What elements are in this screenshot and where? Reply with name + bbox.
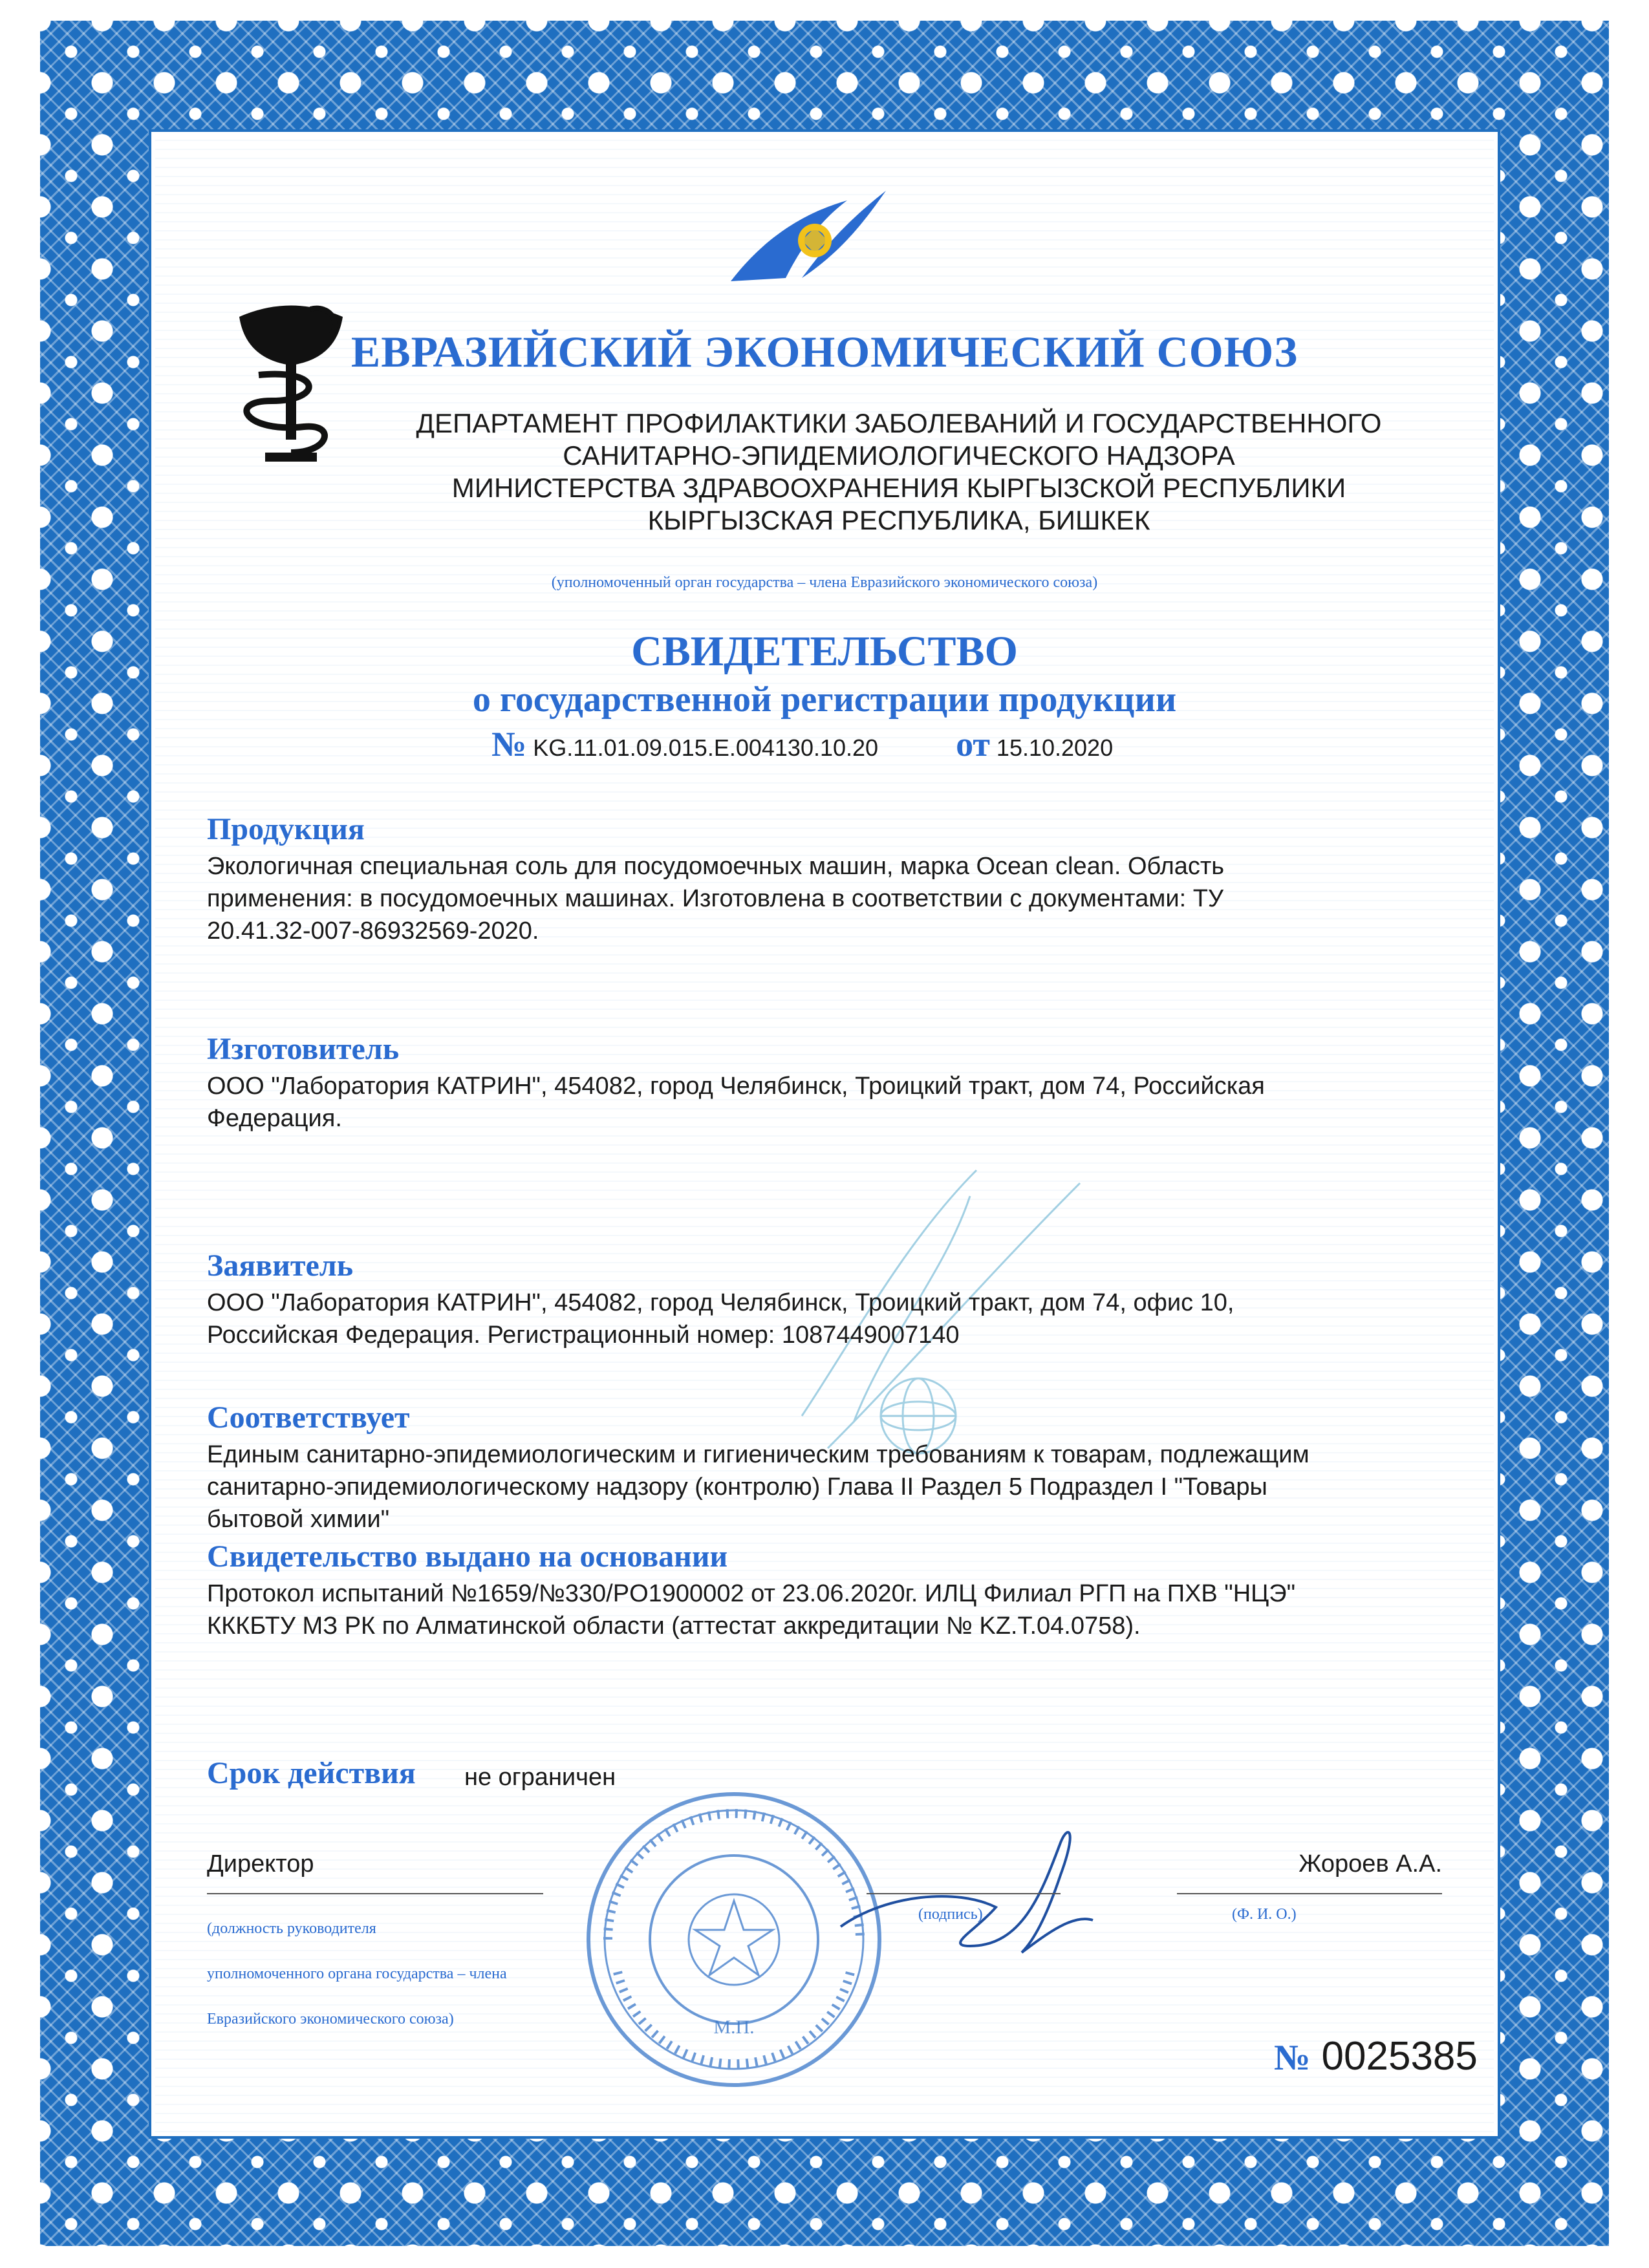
certificate-number: KG.11.01.09.015.E.004130.10.20	[533, 734, 879, 761]
stamp-label: М.П.	[713, 2017, 755, 2038]
position-note	[207, 1906, 507, 2042]
section-body-product	[207, 850, 1461, 947]
serial-value: 0025385	[1321, 2034, 1478, 2079]
department-name	[304, 407, 1494, 537]
text-line: санитарно-эпидемиологическому надзору (контролю) Глава II Раздел 5 Подраздел I "Товары	[207, 1473, 1267, 1501]
section-body-conformity	[207, 1439, 1461, 1535]
department-line: САНИТАРНО-ЭПИДЕМИОЛОГИЧЕСКОГО НАДЗОРА	[563, 440, 1235, 471]
text-line: применения: в посудомоечных машинах. Изготовлена в соответствии с документами: ТУ	[207, 885, 1224, 912]
signature-mark	[828, 1817, 1099, 1965]
section-body-basis	[207, 1578, 1461, 1642]
name-note: (Ф. И. О.)	[1232, 1906, 1297, 1923]
text-line: Протокол испытаний №1659/№330/PO1900002 от 23.06.2020г. ИЛЦ Филиал РГП на ПХВ "НЦЭ"	[207, 1580, 1296, 1607]
section-heading-validity: Срок действия	[207, 1756, 416, 1790]
section-heading-conformity: Соответствует	[207, 1400, 410, 1435]
text-line: Федерация.	[207, 1105, 342, 1132]
text-line: Единым санитарно-эпидемиологическим и гигиеническим требованиям к товарам, подлежащим	[207, 1441, 1310, 1468]
number-sign: №	[491, 725, 527, 764]
text-line: ООО "Лаборатория КАТРИН", 454082, город Челябинск, Троицкий тракт, дом 74, Российская	[207, 1073, 1265, 1100]
union-title: ЕВРАЗИЙСКИЙ ЭКОНОМИЧЕСКИЙ СОЮЗ	[350, 327, 1299, 376]
certificate-content	[155, 136, 1494, 2132]
signature-line	[867, 1893, 1061, 1894]
text-line: КККБТУ МЗ РК по Алматинской области (аттестат аккредитации № KZ.T.04.0758).	[207, 1612, 1141, 1640]
validity-value: не ограничен	[464, 1764, 616, 1791]
text-line: Экологичная специальная соль для посудомоечных машин, марка Ocean clean. Область	[207, 853, 1225, 880]
position-line	[207, 1893, 543, 1894]
section-body-applicant	[207, 1287, 1461, 1351]
certificate-number-row	[491, 724, 1113, 764]
note-line: Евразийского экономического союза)	[207, 2011, 454, 2027]
section-body-manufacturer	[207, 1070, 1461, 1135]
position-label: Директор	[207, 1850, 314, 1878]
certificate-date: 15.10.2020	[996, 734, 1114, 761]
from-word: от	[956, 725, 990, 764]
authority-note: (уполномоченный орган государства – члена Евразийского экономического союза)	[551, 574, 1098, 591]
eaeu-emblem-icon	[724, 187, 892, 284]
note-line: уполномоченного органа государства – члена	[207, 1965, 507, 1982]
text-line: ООО "Лаборатория КАТРИН", 454082, город Челябинск, Троицкий тракт, дом 74, офис 10,	[207, 1289, 1234, 1316]
department-line: МИНИСТЕРСТВА ЗДРАВООХРАНЕНИЯ КЫРГЫЗСКОЙ РЕСПУБЛИКИ	[451, 473, 1346, 503]
certificate-subtitle: о государственной регистрации продукции	[472, 679, 1177, 720]
department-line: КЫРГЫЗСКАЯ РЕСПУБЛИКА, БИШКЕК	[647, 505, 1150, 535]
section-heading-basis: Свидетельство выдано на основании	[207, 1539, 728, 1574]
serial-number	[1274, 2033, 1478, 2079]
name-line	[1177, 1893, 1442, 1894]
department-line: ДЕПАРТАМЕНТ ПРОФИЛАКТИКИ ЗАБОЛЕВАНИЙ И ГОСУДАРСТВЕННОГО	[416, 408, 1382, 438]
signature-note: (подпись)	[918, 1906, 983, 1923]
section-heading-manufacturer: Изготовитель	[207, 1032, 400, 1066]
text-line: 20.41.32-007-86932569-2020.	[207, 917, 539, 945]
serial-sign: №	[1274, 2038, 1311, 2078]
section-heading-product: Продукция	[207, 812, 365, 846]
note-line: (должность руководителя	[207, 1920, 376, 1937]
section-heading-applicant: Заявитель	[207, 1248, 354, 1283]
text-line: Российская Федерация. Регистрационный номер: 1087449007140	[207, 1321, 960, 1349]
official-name: Жороев А.А.	[1299, 1850, 1442, 1878]
text-line: бытовой химии"	[207, 1506, 390, 1533]
certificate-title: СВИДЕТЕЛЬСТВО	[631, 628, 1018, 675]
